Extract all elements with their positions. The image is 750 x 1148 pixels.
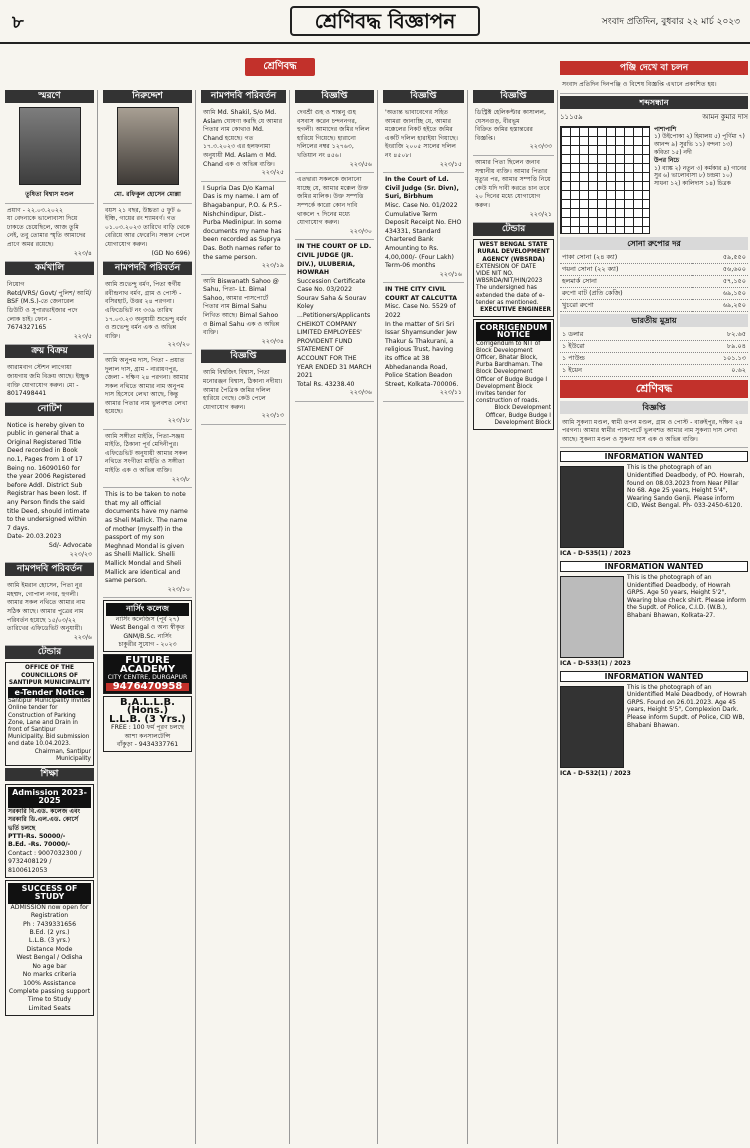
notice-heading: বিজ্ঞপ্তি — [473, 90, 554, 103]
ad-1 — [383, 106, 464, 173]
missing-caption: মো. রফিকুল হোসেন মোল্লা — [103, 188, 192, 204]
crossword-clues — [654, 126, 748, 234]
info-wanted-ref: ICA - D-535(1) / 2023 — [560, 550, 631, 558]
page-header — [0, 0, 750, 44]
corrigendum-sign: Block Development Officer, Budge Budge I Development Block — [485, 405, 551, 426]
ad-body: এতদ্বারা সকলকে জানানো যাচ্ছে যে, আমার মক্কেল উক্ত জমির মালিক। উক্ত সম্পত্তি সম্পর্কে কারো কোন দাবি থাকলে ৭ দিনের মধ্যে যোগাযোগ করুন। — [297, 176, 371, 227]
name-change-body: আমি ইমরান হোসেন, পিতা নুর মহম্মদ, গোপাল নগর, হুগলী। আমার সকল নথিতে আমার নাম সঠিক আছে। আমার পুত্রের নাম পরিবর্তন হয়েছে ১৫/০৩/২২ তারিখের এফিডেভিট অনুযায়ী। — [7, 582, 88, 633]
ad-ref: ২২৩/১৬ — [439, 270, 462, 278]
ad-2 — [201, 182, 286, 275]
future-academy-ad — [103, 654, 192, 694]
notice-heading: বিজ্ঞপ্তি — [383, 90, 464, 103]
memorial-portrait — [19, 107, 81, 185]
notice-heading: বিজ্ঞপ্তি — [295, 90, 374, 103]
nursing-title: নার্সিং কলেজ — [106, 603, 189, 615]
rate-label: হলমার্ক সোনা — [560, 275, 692, 287]
deadbody-photo — [560, 686, 624, 768]
fx-heading: ভারতীয় মুদ্রায় — [560, 314, 748, 327]
sale-heading: ক্রয় বিক্রয় — [5, 345, 94, 358]
success-study-ad — [5, 880, 94, 1016]
ad-ref: ২২৩/১৮ — [167, 417, 190, 425]
column-4 — [292, 90, 378, 1144]
admission-ad — [5, 784, 94, 878]
nursing-ad — [103, 600, 192, 652]
rate-value: ৮৯.০৪ — [653, 340, 748, 352]
gold-row — [560, 275, 748, 287]
ad-ref: ২২৩/১৩ — [261, 412, 284, 420]
ad-body: I Supria Das D/o Kamal Das is my name. I am of Bhagabanpur, P.O. & P.S.- Nishchindipur, Dist.- Purba Medinipur. In some documents my name has been recorded as Suprya Das. Both names refer to the same person. — [203, 184, 284, 261]
court-notice-1 — [383, 173, 464, 283]
ad-body: আমি অনুপম দাস, পিতা - প্রয়াত দুলাল দাস, গ্রাম - নারায়ণপুর, জেলা - দক্ষিণ ২৪ পরগনা। আমার সকল নথিতে আমার নাম অনুপম দাস হিসেবে লেখা আছে, কিন্তু আমার পিতার নাম ভুলবশত লেখা হয়েছে। — [105, 356, 191, 416]
rate-value: ৬৯,২৫০ — [692, 299, 748, 311]
ad-ref: ২২৩/২০ — [167, 341, 190, 349]
rate-label: খুচরো রুপো — [560, 299, 692, 311]
classified-sub: বিজ্ঞপ্তি — [560, 401, 748, 414]
ball-contact: FREE : 100 ফর্ম পূরণ চলছে আশা কনসালটেন্সি বাঁকুড়া - 9434337761 — [111, 724, 184, 749]
memorial-text — [5, 204, 94, 263]
notice-date: Date- 20.03.2023 — [7, 533, 62, 541]
rate-label: গয়না সোনা (২২ ক্যা) — [560, 263, 692, 275]
ad-body: This is to be taken to note that my all official documents have my name as Sheli Mallick. The name of mother (myself) in the passport of my son Meghnad Mondal is given as Shelli Mallick. Shelli Mallick Mondal and Sheli Mallick are identical and same person. — [105, 491, 190, 585]
education-heading: শিক্ষা — [5, 768, 94, 781]
court-notice-2 — [383, 283, 464, 402]
dateline: সংবাদ প্রতিদিন, বুধবার ২২ মার্চ ২০২৩ — [601, 17, 740, 27]
ad-body: আমি Md. Shakil, S/o Md. Aslam ঘোষণা করছি যে আমার পিতার নাম কোথাও Md. Chand হয়েছে। গত ১৭.৩.২০২৩ এর হলফনামা অনুযায়ী Md. Aslam ও Md. Chand এক ও অভিন্ন ব্যক্তি। — [203, 109, 285, 168]
info-wanted-item — [560, 451, 748, 558]
info-wanted-body: This is the photograph of an Unidentified Deadbody, of PO. Howrah, found on 08.03.2023 from Near Pillar No 68. Age 25 years, Height 5'4", Wearing Sando Genji. Please inform CID, West Bengal. Ph- 033-2450-6120. — [627, 464, 745, 510]
tender-sign: EXECUTIVE ENGINEER — [480, 306, 551, 313]
section-bar: শ্রেণিবদ্ধ — [245, 58, 315, 76]
tender-title: OFFICE OF THE COUNCILLORS OF SANTIPUR MUNICIPALITY — [8, 665, 91, 686]
ad-ref: ২২৩/৮ — [171, 475, 190, 483]
ball-sub: L.L.B. (3 Yrs.) — [109, 713, 186, 725]
ad-body: 'অত্যন্ত ভাবাবেগের সহিত আমরা জানাচ্ছি যে, আমার মক্কেলের নিকট হইতে জমির একটি দলিল হারাইয়া গিয়াছে। ইংরাজি ২০০৫ সালের দলিল নং ৪৫০৮। — [385, 109, 460, 159]
missing-ad — [103, 204, 192, 263]
info-wanted-body: This is the photograph of an Unidentified Deadbody, of Howrah GRPS. Age 50 years, Height 5'2", Wearing blue check shirt. Please inform the Supdt. of Police, C.I.D. (W.B.), Bhabani Bhawan, Kolkata-27. — [627, 573, 747, 619]
success-title: SUCCESS OF STUDY — [8, 883, 91, 904]
rate-value: ১০১.১৩ — [653, 352, 748, 364]
court-title: In the Court of Ld. Civil Judge (Sr. Divn), Suri, Birbhum — [385, 176, 461, 201]
name-change-ad-4 — [103, 488, 192, 598]
future-title: FUTURE ACADEMY — [119, 655, 176, 675]
ad-ref: ২২৩/৬ — [73, 633, 92, 641]
ad-ref: ২২৩/৩৪ — [261, 337, 284, 345]
future-sub: CITY CENTRE, DURGAPUR — [107, 674, 188, 682]
column-5 — [380, 90, 468, 1144]
nursing-body: নার্সিং কলেজিস (পূর্ব ২৭) West Bengal ও অন্য স্বীকৃত GNM/B.Sc. নার্সিং চাকুরীর সুযোগ - ২০২৩ — [110, 615, 185, 648]
notice-heading: নোটিশ — [5, 403, 94, 416]
info-wanted-title: INFORMATION WANTED — [560, 671, 748, 682]
ad-body: আমি সঙ্গীতা মাইতি, পিতা-সঞ্জয় মাইতি, ঠিকানা পূর্ব মেদিনীপুর। এফিডেভিট অনুযায়ী আমার সকল নথিতে সংগীতা মাইতি ও সঙ্গীতা মাইতি এক ও অভিন্ন ব্যক্তি। — [105, 432, 190, 475]
name-change-ad — [5, 579, 94, 646]
rate-value: ৫৯,৫৫০ — [692, 252, 748, 264]
court-notice — [295, 240, 374, 402]
court-title: IN THE CITY CIVIL COURT AT CALCUTTA — [385, 286, 458, 302]
panchayat-heading: পঞ্জি দেখে বা চলন — [560, 61, 748, 75]
tender-box — [5, 662, 94, 766]
down-label: উপর নিচে — [654, 156, 680, 164]
name-change-ad-1 — [103, 278, 192, 354]
ad-body: আমি শুভেন্দু বর্মণ, পিতা স্বর্গীয় রবীন্দ্রনাথ বর্মণ, গ্রাম ও পোস্ট - বসিরহাট, উত্তর ২৪ পরগনা। এফিডেভিট নং ৩৩৯ তারিখ ১৭.০৩.২৩ অনুযায়ী শুভেন্দু বর্মণ ও শুভেন্দু বর্মন এক ও অভিন্ন ব্যক্তি। — [105, 281, 189, 340]
across-clues: ১) উইপোকা ২) হিমালয় ৫) পূর্ণিমা ৭) আনন্দ ৯) সুরভি ১১) বন্দনা ১৩) কবিতা ১৫) নদী — [654, 133, 745, 156]
gold-row — [560, 287, 748, 299]
ad-body: আমার পিতা ছিলেন জনাব সম্মানীয় ব্যক্তি। আমার পিতার মৃত্যুর পর, আমার সম্পত্তি নিয়ে কেউ যদি দাবী করতে চান তবে ২০ দিনের মধ্যে যোগাযোগ করুন। — [475, 158, 553, 209]
fx-row — [560, 352, 748, 364]
ad-body: ডিস্ট্রিক্ট হেলিকপ্টার কাসালল, ঘেসনগুড়, বীরভূম বিক্রিত জমির হস্তান্তরের বিজ্ঞপ্তি। — [475, 109, 546, 142]
ad-ref: ২২৩/৫ — [73, 332, 92, 340]
name-change-ad-3 — [103, 430, 192, 489]
classified-heading: শ্রেণিবদ্ধ — [560, 380, 748, 398]
admission-body: সরকারি বি.এড. কলেজ এবং সরকারি ডি.এল.এড. কোর্সে ভর্তি চলছে PTTI-Rs. 50000/- B.Ed. -Rs. 70000/- — [8, 807, 81, 849]
ad-ref: ২২৩/১৯ — [261, 262, 284, 270]
gold-row — [560, 263, 748, 275]
ad-4 — [201, 366, 286, 425]
missing-portrait — [117, 107, 179, 185]
ad-ref: ২২৩/১৫ — [439, 160, 462, 168]
admission-contact: Contact : 9007032300 / 9732408129 / 8100612053 — [8, 849, 82, 874]
fx-row — [560, 340, 748, 352]
tender-subtitle: e-Tender Notice — [8, 687, 91, 698]
gold-row — [560, 299, 748, 311]
right-column — [560, 58, 748, 1144]
crossword-author: আমন কুমার দাস — [702, 112, 748, 121]
classified-body: আমি সুকন্যা মণ্ডল, স্বামী তপন মণ্ডল, গ্রাম ও পোস্ট - বারুইপুর, দক্ষিণ ২৪ পরগনা। আমার স্বামীর পাসপোর্টে ভুলবশত আমার নাম সুকন্যা দাস লেখা আছে। সুকন্যা মণ্ডল ও সুকন্যা দাস এক ও অভিন্ন ব্যক্তি। — [560, 416, 748, 449]
tender-title: WEST BENGAL STATE RURAL DEVELOPMENT AGENCY (WBSRDA) — [477, 242, 550, 263]
name-change-heading: নামপদবি পরিবর্তন — [5, 563, 94, 576]
rate-label: ১ পাউন্ড — [560, 352, 653, 364]
tender-box — [473, 239, 554, 317]
info-wanted-item — [560, 671, 748, 778]
rate-label: ১ ডলার — [560, 329, 653, 341]
ad-ref: ২২৩/২৫ — [261, 169, 284, 177]
ad-ref: ২২৩/৩৩ — [529, 143, 552, 151]
rate-label: ১ ইউরো — [560, 340, 653, 352]
info-wanted-ref: ICA - D-533(1) / 2023 — [560, 659, 631, 667]
ad-body: দেবশ্রী গুহ ও শান্তনু গুহ বসবাস করেন চন্দননগর, হুগলী। আমাদের জমির দলিল হারিয়ে গিয়েছে। হারানো দলিলের নম্বর ১২৭৬৩, খতিয়ান নং ৪৫৬। — [297, 109, 372, 159]
gold-table — [560, 252, 748, 312]
missing-body: বয়স ২১ বছর, উচ্চতা ৫ ফুট ৬ ইঞ্চি, গায়ের রং শ্যামবর্ণ। গত ০১.০৩.২০২৩ তারিখে বাড়ি থেকে বেরিয়ে আর ফেরেনি। সন্ধান পেলে যোগাযোগ করুন। — [105, 206, 192, 248]
ad-ref: ২২৩/১০ — [167, 585, 190, 593]
crossword-heading: শব্দসন্ধান — [560, 96, 748, 109]
crossword-grid[interactable] — [560, 126, 650, 234]
rate-value: ০.৬২ — [653, 364, 748, 376]
court-body: Misc. Case No. 01/2022 Cumulative Term Deposit Receipt No. EHO 434331, Standard Chartered Bank Amounting to Rs. 4,00,000/- (Four Lakh) Term-06 months — [385, 201, 462, 270]
memorial-body: প্রয়াণ - ২২.০৩.২০২২ যা বেদনাকে ভালোবাসা দিয়ে ঢাকতে চেয়েছিলে, আজ তুমি নেই, তবু তোমার স্মৃতি আমাদের প্রাণে অমর রয়েছে। — [7, 206, 86, 248]
rate-label: ১ ইয়েন — [560, 364, 653, 376]
court-body: Misc. Case No. 5529 of 2022 In the matter of Sri Sri Issar Shyamsunder Jew Thakur & Thakurani, a religious Trust, having its office at 38 Abhedananda Road, Police Station Beadon Street, Kolkata-700006. — [385, 303, 459, 388]
notice-signature: Sd/- Advocate — [48, 542, 92, 549]
ad-ref: ২২৩/৩৬ — [349, 389, 372, 397]
ad-body: আমি বিশ্বজিৎ বিশ্বাস, পিতা মনোরঞ্জন বিশ্বাস, ঠিকানা নদীয়া। আমার পৈত্রিক জমির দলিল হারিয়ে গেছে। কেউ পেলে যোগাযোগ করুন। — [203, 369, 285, 411]
llb-ad — [103, 696, 192, 752]
column-3 — [198, 90, 290, 1144]
ad-2 — [473, 156, 554, 223]
page-number: ৮ — [12, 12, 24, 33]
corrigendum-box — [473, 319, 554, 430]
crossword-meta — [560, 111, 748, 123]
corrigendum-title: CORRIGENDUM NOTICE — [476, 322, 551, 340]
ad-ref: (GD No 696) — [151, 249, 190, 257]
ad-3 — [201, 275, 286, 351]
ad-1 — [473, 106, 554, 156]
notice-body: Notice is hereby given to public in general that a Original Registered Title Deed recorded in Book no.1, Pages from 1 of 17 Being no. 16090160 for the year 2006 Registered before Addl. District Sub Registrar has been lost. If any Person finds the said title Deed, should intimate to the undersigned within 7 days. — [7, 421, 92, 532]
success-body: ADMISSION now open for Registration Ph : 7439331656 B.Ed. (2 yrs.) L.L.B. (3 yrs.) Distance Mode West Bengal / Odisha No age bar No marks criteria 100% Assistance Complete passing support Time to Study Limited Seats — [8, 903, 91, 1012]
gold-row — [560, 252, 748, 264]
ad-ref: ২২৩/২১ — [529, 210, 552, 218]
court-body: Succession Certificate Case No. 03/2022 Sourav Saha & Sourav Koley ...Petitioners/Applicants CHEIKOT COMPANY LIMITED EMPLOYEES' PROVIDENT FUND STATEMENT OF ACCOUNT FOR THE YEAR ENDED 31 MARCH 2021 Total Rs. 43238.40 — [297, 277, 372, 388]
jobs-body: নিয়োগ Retd/VRS/ Govt/ পুলিশ/ আর্মি/ BSF (M.S.)-তে জেনারেল ডিউটি ও সুপারভাইজার পদে লোক চাই। ফোন - 7674327165 — [7, 281, 92, 332]
ad-1 — [295, 106, 374, 173]
info-wanted-title: INFORMATION WANTED — [560, 561, 748, 572]
masthead-title: শ্রেণিবদ্ধ বিজ্ঞাপন — [290, 6, 480, 36]
across-label: পাশাপাশি — [654, 125, 677, 133]
tender-sign: Chairman, Santipur Municipality — [34, 748, 91, 762]
memorial-heading: স্মরণে — [5, 90, 94, 103]
info-wanted-title: INFORMATION WANTED — [560, 451, 748, 462]
rate-label: রুপো বাট (প্রতি কেজি) — [560, 287, 692, 299]
tender-heading: টেন্ডার — [473, 223, 554, 236]
tender-heading: টেন্ডার — [5, 646, 94, 659]
gold-heading: সোনা রুপোর দর — [560, 237, 748, 250]
rate-value: ৫৭,১৫০ — [692, 275, 748, 287]
notice-ad — [5, 419, 94, 564]
tender-body: Santipur Municipality invites Online tender for Construction of Parking Zone, Lane and Drain in front of Santipur Municipality. Bid submission end date 10.04.2023. — [8, 698, 91, 748]
ad-ref: ২২৩/৫৬ — [349, 160, 372, 168]
notice-heading: বিজ্ঞপ্তি — [201, 350, 286, 363]
column-6 — [470, 90, 558, 1144]
ad-body: আমি Biswanath Sahoo @ Sahu, পিতা- Lt. Bimal Sahoo, আমার পাসপোর্টে পিতার নাম Bimal Sahu লিখিত আছে। Bimal Sahoo ও Bimal Sahu এক ও অভিন্ন ব্যক্তি। — [203, 277, 282, 337]
fx-table — [560, 329, 748, 377]
name-change-heading: নামপদবি পরিবর্তন — [103, 262, 192, 275]
panchayat-body: সংবাদ প্রতিদিন দিনপঞ্জি ও বিশেষ বিজ্ঞপ্তি এখানে প্রকাশিত হয়। — [560, 78, 748, 94]
rate-value: ৬৯,১৫০ — [692, 287, 748, 299]
rate-value: ৮২.৬৫ — [653, 329, 748, 341]
info-wanted-item — [560, 561, 748, 668]
column-2 — [100, 90, 196, 1144]
ad-ref: ২২৩/৪ — [73, 249, 92, 257]
rate-value: ৫৬,৬০০ — [692, 263, 748, 275]
ball-title: B.A.L.L.B. (Hons.) — [120, 697, 175, 717]
ad-ref: ২২৩/২৩ — [69, 550, 92, 558]
rate-label: পাকা সোনা (২৪ ক্যা) — [560, 252, 692, 264]
jobs-ad — [5, 278, 94, 345]
info-wanted-ref: ICA - D-532(1) / 2023 — [560, 769, 631, 777]
memorial-caption: তুষিতা বিশ্বাস মণ্ডল — [5, 188, 94, 204]
info-wanted-list — [560, 451, 748, 777]
court-title: IN THE COURT OF LD. CIVIL JUDGE (JR. DIV.), ULUBERIA, HOWRAH — [297, 243, 374, 277]
ad-ref: ২২৩/১১ — [439, 389, 462, 397]
deadbody-photo — [560, 576, 624, 658]
corrigendum-body: Corrigendum to NIT of Block Development Officer, Bhatar Block, Purba Bardhaman. The Block Development Officer of Budge Budge I Development Block invites tender for construction of roads. — [476, 340, 548, 405]
ad-ref: ২২৩/৩০ — [349, 227, 372, 235]
sale-ad: আরামবাগ স্টেশন লাগোয়া জায়গায় জমি বিক্রয় আছে। ইচ্ছুক ব্যক্তি যোগাযোগ করুন। মো - 8017498441 — [5, 361, 94, 402]
tender-body: EXTENSION OF DATE VIDE NIT NO. WBSRDA/NIT/HIN/2023 The undersigned has extended the date of e-tender as mentioned. — [476, 263, 545, 306]
name-change-ad-2 — [103, 354, 192, 430]
column-1 — [2, 90, 98, 1144]
fx-row — [560, 364, 748, 376]
deadbody-photo — [560, 466, 624, 548]
missing-heading: নিরুদ্দেশ — [103, 90, 192, 103]
future-phone: 9476470958 — [106, 683, 189, 691]
ad-1 — [201, 106, 286, 182]
jobs-heading: কর্মখালি — [5, 262, 94, 275]
ad-2 — [295, 173, 374, 240]
crossword — [560, 126, 748, 234]
name-change-heading: নামপদবি পরিবর্তন — [201, 90, 286, 103]
fx-row — [560, 329, 748, 341]
down-clues: ১) ব্যাঙ্ক ২) নতুন ৩) কর্মকার ৪) গানের সুর ৬) ভালোবাসা ৮) চন্দ্রমা ১০) সাধনা ১২) কালিদাস ১৪) চিত্রক — [654, 164, 747, 188]
admission-title: Admission 2023-2025 — [8, 787, 91, 808]
crossword-number: ১১১৫৯ — [560, 112, 583, 121]
info-wanted-body: This is the photograph of an Unidentified Male Deadbody, of Howrah GRPS. Found on 26.01.2023. Age 45 years, Height 5'5", Complexion Dark. Please inform Supdt. of Police, CID WB, Bhabani Bhawan. — [627, 683, 747, 729]
